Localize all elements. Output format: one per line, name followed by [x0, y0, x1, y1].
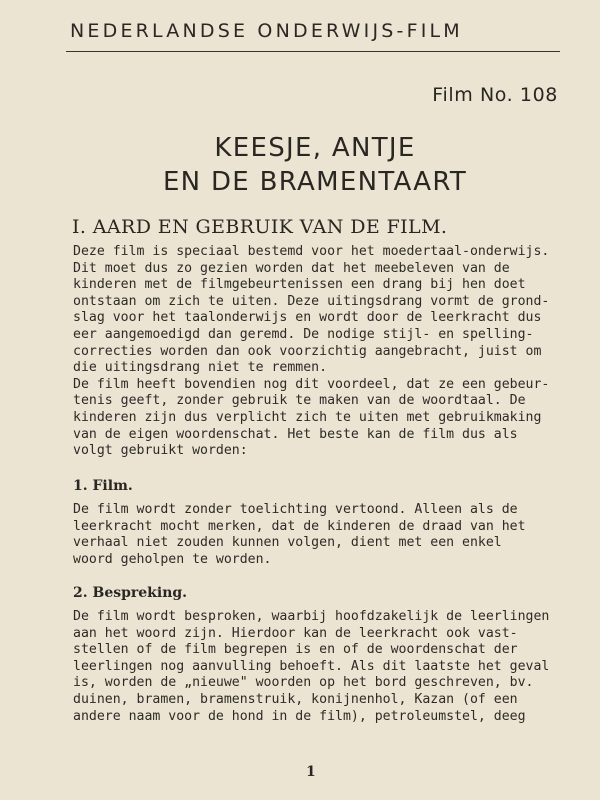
paragraph-line: duinen, bramen, bramenstruik, konijnenhol, Kazan (of een [73, 691, 518, 707]
section-heading: I. AARD EN GEBRUIK VAN DE FILM. [72, 216, 448, 238]
paragraph-line: die uitingsdrang niet te remmen. [73, 360, 328, 376]
paragraph-line: leerkracht mocht merken, dat de kinderen de draad van het [73, 518, 526, 534]
film-paragraph [73, 502, 558, 568]
paragraph-line: andere naam voor de hond in de film), petroleumstel, deeg [73, 708, 526, 724]
paragraph-line: slag voor het taalonderwijs en wordt door de leerkracht dus [73, 310, 542, 326]
paragraph-line: De film wordt zonder toelichting vertoond. Alleen als de [73, 502, 518, 517]
paragraph-line: stellen of de film begrepen is en of de woordenschat der [73, 642, 518, 658]
publisher-header: NEDERLANDSE ONDERWIJS-FILM [70, 20, 463, 42]
paragraph-line: Deze film is speciaal bestemd voor het moedertaal-onderwijs. [73, 244, 550, 259]
paragraph-line: correcties worden dan ook voorzichtig aangebracht, juist om [73, 343, 542, 359]
paragraph-line: aan het woord zijn. Hierdoor kan de leerkracht ook vast- [73, 625, 518, 641]
header-rule [66, 51, 560, 52]
paragraph-line: eer aangemoedigd dan geremd. De nodige stijl- en spelling- [73, 326, 534, 342]
paragraph-line: is, worden de „nieuwe" woorden op het bord geschreven, bv. [73, 675, 534, 691]
paragraph-line: tenis geeft, zonder gebruik te maken van de woordtaal. De [73, 393, 526, 409]
title-line-1: KEESJE, ANTJE [214, 133, 416, 163]
document-title [70, 131, 560, 199]
paragraph-line: leerlingen nog aanvulling behoeft. Als dit laatste het geval [73, 658, 550, 674]
intro-paragraph [73, 244, 558, 460]
bespreking-paragraph [73, 609, 558, 725]
film-number: Film No. 108 [432, 84, 558, 106]
paragraph-line: kinderen met de filmgebeurtenissen een drang bij hen doet [73, 277, 526, 293]
subsection-heading-bespreking: 2. Bespreking. [73, 585, 188, 601]
paragraph-line: De film wordt besproken, waarbij hoofdzakelijk de leerlingen [73, 609, 550, 624]
paragraph-line: van de eigen woordenschat. Het beste kan de film dus als [73, 426, 518, 442]
title-line-2: EN DE BRAMENTAART [162, 167, 468, 197]
paragraph-line: woord geholpen te worden. [73, 551, 272, 567]
page-number: 1 [306, 764, 316, 780]
subsection-heading-film: 1. Film. [73, 478, 133, 494]
paragraph-line: ontstaan om zich te uiten. Deze uitingsdrang vormt de grond- [73, 293, 550, 309]
paragraph-line: volgt gebruikt worden: [73, 443, 248, 459]
paragraph-line: kinderen zijn dus verplicht zich te uiten met gebruikmaking [73, 409, 542, 425]
paragraph-line: verhaal niet zouden kunnen volgen, dient met een enkel [73, 535, 502, 551]
paragraph-line: Dit moet dus zo gezien worden dat het meebeleven van de [73, 260, 510, 276]
paragraph-line: De film heeft bovendien nog dit voordeel, dat ze een gebeur- [73, 376, 550, 392]
